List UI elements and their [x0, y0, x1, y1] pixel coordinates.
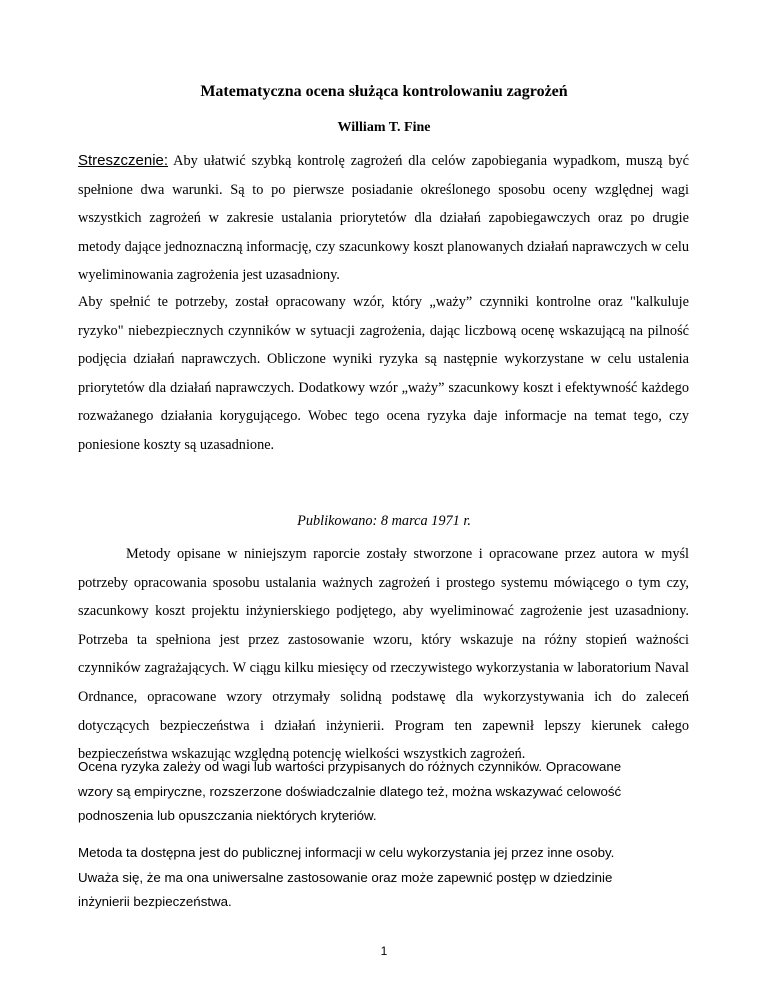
page-number: 1	[380, 944, 388, 958]
abstract-text: Aby ułatwić szybką kontrolę zagrożeń dla celów zapobiegania wypadkom, muszą być spełnione dwa warunki. Są to po pierwsze posiadanie określonego sposobu oceny względnej wagi wszystkich zagrożeń w zakresie ustalania priorytetów dla działań zapobiegawczych oraz po drugie metody dające jednoznaczną informację, czy szacunkowy koszt planowanych działań naprawczych w celu wyeliminowania zagrożenia jest uzasadniony.	[78, 153, 689, 284]
paragraph-4	[78, 755, 689, 829]
paragraph-3: Metody opisane w niniejszym raporcie zostały stworzone i opracowane przez autora w myśl potrzeby opracowania sposobu ustalania ważnych zagrożeń i prostego systemu mówiącego o tym czy, szacunkowy koszt projektu inżynierskiego podjętego, aby wyeliminować zagrożenie jest uzasadniony. Potrzeba ta spełniona jest przez zastosowanie wzoru, który wskazuje na różny stopień ważności czynników zagrażających. W ciągu kilku miesięcy od rzeczywistego wykorzystania w laboratorium Naval Ordnance, opracowane wzory otrzymały solidną podstawę dla wykorzystywania ich do zaleceń dotyczących bezpieczeństwa i działań inżynierii. Program ten zapewnił lepszy kierunek całego bezpieczeństwa wskazując względną potencję wielkości wszystkich zagrożeń.	[78, 546, 689, 763]
publication-date: Publikowano: 8 marca 1971 r.	[297, 513, 471, 529]
paragraph-2: Aby spełnić te potrzeby, został opracowany wzór, który „waży” czynniki kontrolne oraz "kalkuluje ryzyko" niebezpiecznych czynników w sytuacji zagrożenia, dając liczbową ocenę wskazującą na pilność podjęcia działań naprawczych. Obliczone wyniki ryzyka są następnie wykorzystane w celu ustalenia priorytetów dla działań naprawczych. Dodatkowy wzór „waży” szacunkowy koszt i efektywność każdego rozważanego działania korygującego. Wobec tego ocena ryzyka daje informacje na temat tego, czy poniesione koszty są uzasadnione.	[78, 294, 689, 453]
abstract-paragraph	[78, 147, 689, 290]
paragraph-5	[78, 841, 689, 915]
author-name: William T. Fine	[337, 120, 431, 135]
document-title: Matematyczna ocena służąca kontrolowaniu zagrożeń	[200, 83, 568, 100]
paragraph-4-line: wzory są empiryczne, rozszerzone doświadczalnie dlatego też, można wskazywać celowość	[78, 783, 622, 799]
paragraph-5-line: Metoda ta dostępna jest do publicznej informacji w celu wykorzystania jej przez inne osoby.	[78, 845, 615, 860]
paragraph-5-line: Uważa się, że ma ona uniwersalne zastosowanie oraz może zapewnić postęp w dziedzinie	[78, 869, 613, 885]
paragraph-5-line: inżynierii bezpieczeństwa.	[78, 894, 232, 909]
abstract-label: Streszczenie:	[78, 152, 169, 169]
paragraph-4-line: Ocena ryzyka zależy od wagi lub wartości przypisanych do różnych czynników. Opracowane	[78, 759, 622, 774]
paragraph-4-line: podnoszenia lub opuszczania niektórych kryteriów.	[78, 808, 377, 823]
